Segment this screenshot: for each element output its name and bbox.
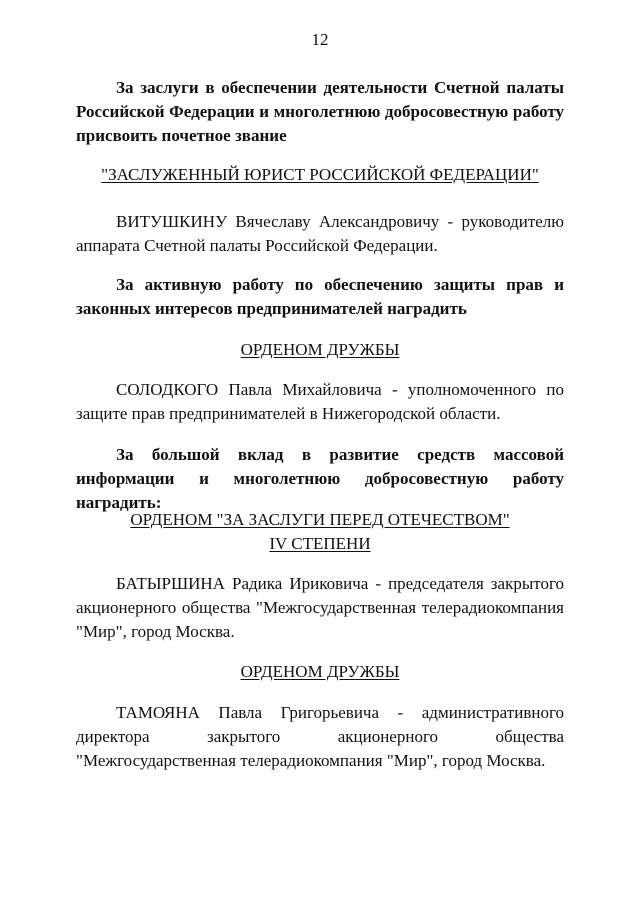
award-title-order-of-friendship-1: ОРДЕНОМ ДРУЖБЫ (240, 340, 400, 359)
page-number: 12 (311, 30, 329, 49)
recipient-batyrshin: БАТЫРШИНА Радика Ириковича - председателя закрытого акционерного общества "Межгосударственная телерадиокомпания "Мир", город Москва. (76, 574, 564, 641)
preamble-entrepreneurs-rights: За активную работу по обеспечению защиты прав и законных интересов предпринимателей наградить (76, 275, 564, 318)
preamble-honorary-title: За заслуги в обеспечении деятельности Счетной палаты Российской Федерации и многолетнюю добросовестную работу присвоить почетное звание (76, 78, 564, 145)
preamble-mass-media: За большой вклад в развитие средств массовой информации и многолетнюю добросовестную работу наградить: (76, 445, 564, 512)
recipient-tamoyan: ТАМОЯНА Павла Григорьевича - административного директора закрытого акционерного общества "Межгосударственная телерадиокомпания "Мир", город Москва. (76, 703, 564, 770)
recipient-vitushkin: ВИТУШКИНУ Вячеславу Александровичу - руководителю аппарата Счетной палаты Российской Федерации. (76, 212, 564, 255)
award-title-line-1: ОРДЕНОМ "ЗА ЗАСЛУГИ ПЕРЕД ОТЕЧЕСТВОМ" (130, 510, 510, 529)
recipient-solodkiy: СОЛОДКОГО Павла Михайловича - уполномоченного по защите прав предпринимателей в Нижегородской области. (76, 380, 564, 423)
award-title-order-of-friendship-2: ОРДЕНОМ ДРУЖБЫ (240, 662, 400, 681)
award-title-order-merit-fatherland (76, 508, 564, 556)
award-title-line-2: IV СТЕПЕНИ (269, 534, 371, 553)
award-title-honored-lawyer: "ЗАСЛУЖЕННЫЙ ЮРИСТ РОССИЙСКОЙ ФЕДЕРАЦИИ" (101, 165, 539, 184)
